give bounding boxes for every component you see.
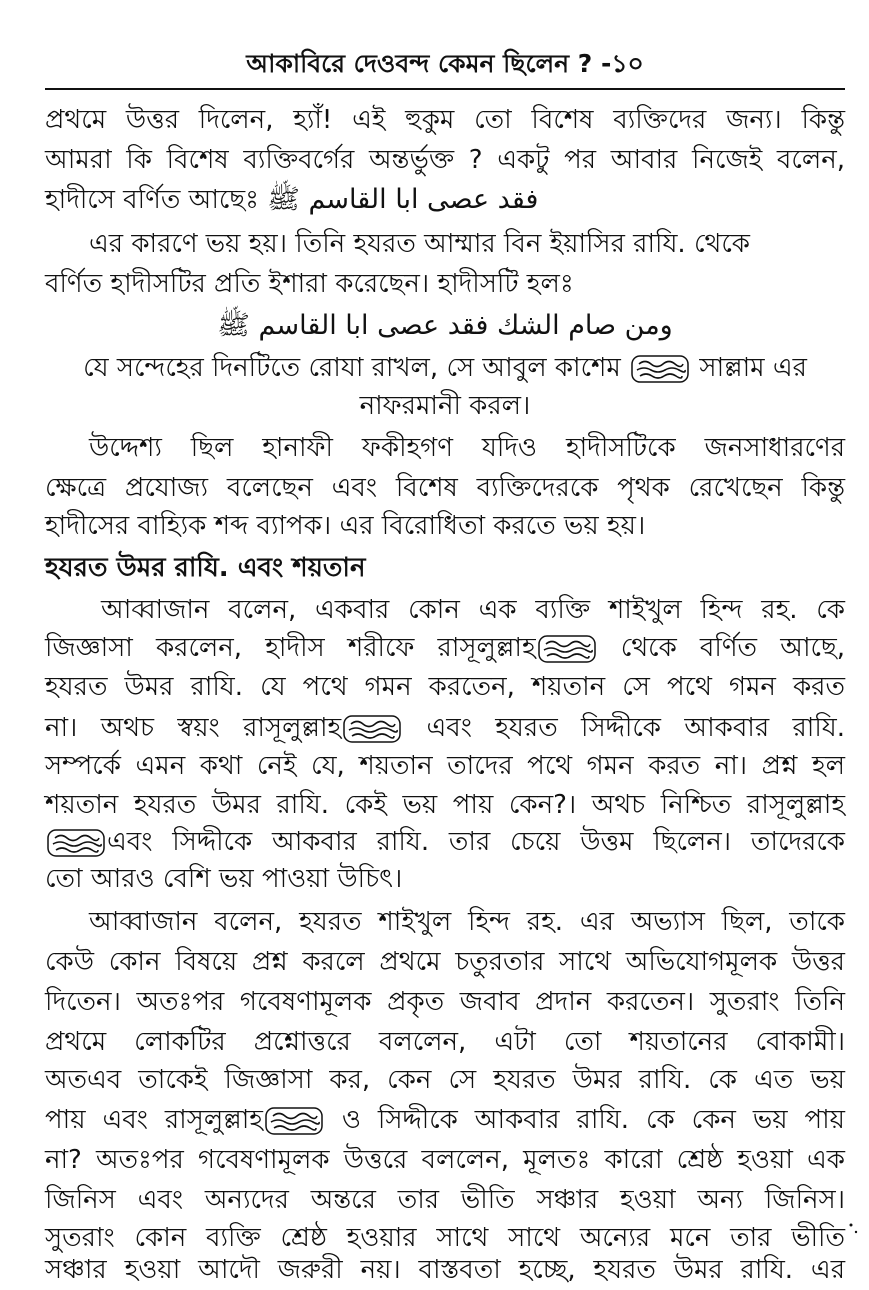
text-line: নাফরমানী করল। — [359, 391, 531, 421]
arabic-hadith: ومن صام الشك فقد عصى ابا القاسم ﷺ — [217, 310, 673, 341]
salawat-calligraphy-icon — [538, 635, 596, 663]
text-line — [45, 1100, 845, 1140]
scan-specks — [848, 1222, 860, 1242]
text-span: পায় এবং রাসূলুল্লাহ — [45, 1105, 263, 1135]
text-line: ক্ষেত্রে প্রযোজ্য বলেছেন এবং বিশেষ ব্যক্তিদেরকে পৃথক রেখেছেন কিন্তু — [45, 473, 845, 503]
text-line — [45, 628, 845, 668]
text-line: বর্ণিত হাদীসটির প্রতি ইশারা করেছেন। হাদীসটি হলঃ — [45, 269, 574, 299]
text-line — [45, 822, 845, 862]
text-line: সম্পর্কে এমন কথা নেই যে, শয়তান তাদের পথে গমন করত না। প্রশ্ন হল — [45, 751, 845, 781]
text-line: আব্বাজান বলেন, হযরত শাইখুল হিন্দ রহ. এর অভ্যাস ছিল, তাকে — [89, 907, 845, 937]
text-line: প্রথমে উত্তর দিলেন, হ্যাঁ! এই হুকুম তো বিশেষ ব্যক্তিদের জন্য। কিন্তু — [45, 105, 845, 135]
text-span: ও সিদ্দীকে আকবার রাযি. কে কেন ভয় পায় — [341, 1105, 845, 1135]
text-span: যে সন্দেহের দিনটিতে রোযা রাখল, সে আবুল কাশেম — [83, 353, 621, 383]
text-span: এবং সিদ্দীকে আকবার রাযি. তার চেয়ে উত্তম ছিলেন। তাদেরকে — [107, 827, 845, 857]
text-line — [45, 180, 845, 220]
text-line: হযরত উমর রাযি. যে পথে গমন করতেন, শয়তান সে পথে গমন করত — [45, 672, 845, 702]
text-span: থেকে বর্ণিত আছে, — [620, 633, 845, 663]
text-line — [45, 348, 845, 388]
text-line: এর কারণে ভয় হয়। তিনি হযরত আম্মার বিন ইয়াসির রাযি. থেকে — [89, 229, 750, 259]
text-span: এবং হযরত সিদ্দীকে আকবার রাযি. — [426, 713, 845, 743]
text-span: জিজ্ঞাসা করলেন, হাদীস শরীফে রাসূলুল্লাহ — [45, 633, 536, 663]
text-line: আব্বাজান বলেন, একবার কোন এক ব্যক্তি শাইখুল হিন্দ রহ. কে — [101, 595, 845, 625]
salawat-calligraphy-icon — [343, 715, 401, 743]
text-line: প্রথমে লোকটির প্রশ্নোত্তরে বললেন, এটা তো শয়তানের বোকামী। — [45, 1027, 845, 1057]
salawat-calligraphy-icon — [47, 829, 105, 857]
text-line: শয়তান হযরত উমর রাযি. কেই ভয় পায় কেন?। অথচ নিশ্চিত রাসূলুল্লাহ — [45, 790, 845, 820]
salawat-calligraphy-icon — [265, 1107, 323, 1135]
text-line: দিতেন। অতঃপর গবেষণামূলক প্রকৃত জবাব প্রদান করতেন। সুতরাং তিনি — [45, 987, 845, 1017]
arabic-quote: فقد عصى ابا القاسم ﷺ — [267, 184, 539, 215]
text-line: কেউ কোন বিষয়ে প্রশ্ন করলে প্রথমে চতুরতার সাথে অভিযোগমূলক উত্তর — [45, 947, 845, 977]
text-span: হাদীসে বর্ণিত আছেঃ — [45, 185, 259, 215]
header-rule — [45, 88, 845, 90]
text-span: না। অথচ স্বয়ং রাসূলুল্লাহ — [45, 713, 342, 743]
text-line: সুতরাং কোন ব্যক্তি শ্রেষ্ঠ হওয়ার সাথে সাথে অন্যের মনে তার ভীতি — [45, 1223, 845, 1253]
text-line: হাদীসের বাহ্যিক শব্দ ব্যাপক। এর বিরোধিতা করতে ভয় হয়। — [45, 511, 646, 541]
page-header: আকাবিরে দেওবন্দ কেমন ছিলেন ? -১০ — [246, 49, 644, 78]
text-line-partial: সঞ্চার হওয়া আদৌ জরুরী নয়। বাস্তবতা হচ্ছে, হযরত উমর রাযি. এর — [45, 1255, 845, 1285]
text-line: অতএব তাকেই জিজ্ঞাসা কর, কেন সে হযরত উমর রাযি. কে এত ভয় — [45, 1065, 845, 1095]
text-line: আমরা কি বিশেষ ব্যক্তিবর্গের অন্তর্ভুক্ত ? একটু পর আবার নিজেই বলেন, — [45, 145, 845, 175]
text-line: উদ্দেশ্য ছিল হানাফী ফকীহগণ যদিও হাদীসটিকে জনসাধারণের — [89, 433, 845, 463]
text-line — [45, 708, 845, 748]
text-line: জিনিস এবং অন্যদের অন্তরে তার ভীতি সঞ্চার হওয়া অন্য জিনিস। — [45, 1185, 845, 1215]
text-line: না? অতঃপর গবেষণামূলক উত্তরে বললেন, মূলতঃ কারো শ্রেষ্ঠ হওয়া এক — [45, 1145, 845, 1175]
section-heading: হযরত উমর রাযি. এবং শয়তান — [45, 553, 366, 583]
salawat-calligraphy-icon — [631, 355, 689, 383]
arabic-hadith-line — [45, 306, 845, 346]
text-line: তো আরও বেশি ভয় পাওয়া উচিৎ। — [45, 864, 403, 894]
text-span: সাল্লাম এর — [699, 353, 807, 383]
